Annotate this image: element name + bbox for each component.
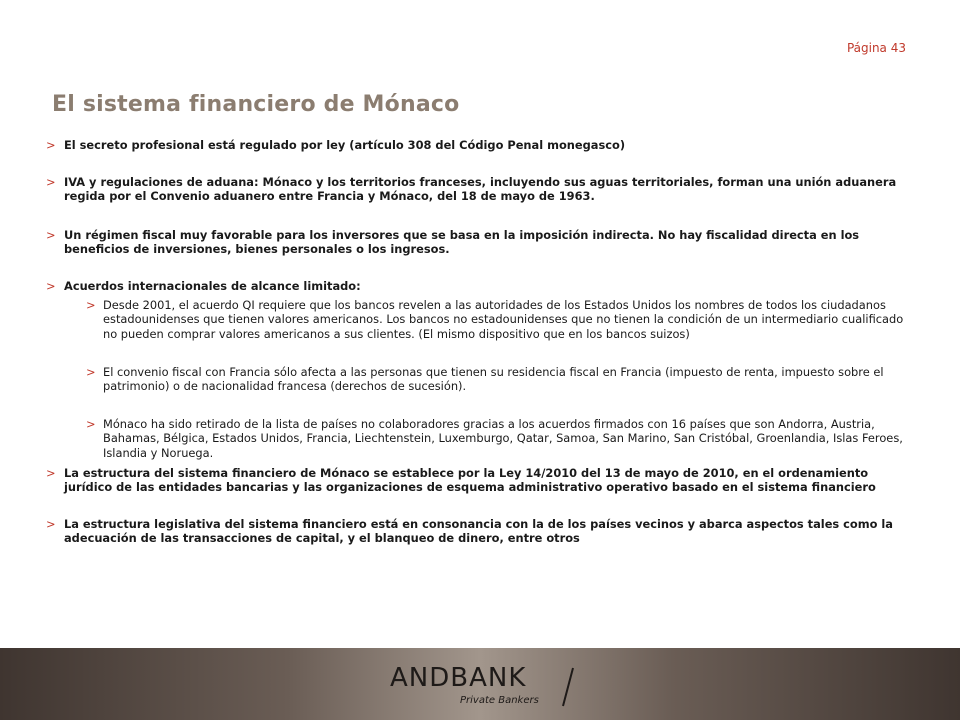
content-body	[46, 138, 916, 546]
page-number: Página 43	[846, 41, 906, 55]
logo-tagline: Private Bankers	[460, 695, 539, 706]
sub-bullet-convenio-francia	[86, 365, 916, 393]
sub-bullet-marker: >	[86, 364, 96, 379]
bullet-marker: >	[46, 175, 56, 190]
bullet-text: Un régimen fiscal muy favorable para los inversores que se basa en la imposición indirecta. No hay fiscalidad directa en los beneficios de inversiones, bienes personales o los ingresos.	[64, 227, 860, 256]
bullet-secreto-profesional	[46, 138, 916, 152]
slash-mark-icon	[560, 667, 576, 707]
bullet-text: La estructura legislativa del sistema financiero está en consonancia con la de los países vecinos y abarca aspectos tales como la adecuación de las transacciones de capital, y el blanqueo de dinero, entre otros	[64, 517, 893, 546]
bullet-estructura-ley	[46, 466, 916, 494]
sub-bullet-lista-paises	[86, 417, 916, 460]
bullet-text: La estructura del sistema financiero de Mónaco se establece por la Ley 14/2010 del 13 de mayo de 2010, en el ordenamiento jurídico de las entidades bancarias y las organizaciones de esquema administrativo operativo basado en el sistema financiero	[64, 465, 876, 495]
bullet-text: IVA y regulaciones de aduana: Mónaco y los territorios franceses, incluyendo sus aguas territoriales, forman una unión aduanera regida por el Convenio aduanero entre Francia y Mónaco, del 18 de mayo de 1963.	[64, 175, 897, 204]
andbank-logo	[390, 663, 590, 711]
bullet-text: El secreto profesional está regulado por ley (artículo 308 del Código Penal monegasco)	[64, 138, 626, 152]
sub-bullet-text: El convenio fiscal con Francia sólo afecta a las personas que tienen su residencia fiscal en Francia (impuesto de renta, impuesto sobre el patrimonio) o de nacionalidad francesa (derechos de sucesión).	[103, 364, 884, 394]
bullet-marker: >	[46, 227, 56, 242]
sub-bullet-acuerdo-qi	[86, 298, 916, 341]
bullet-iva-aduana	[46, 175, 916, 203]
page-title: El sistema financiero de Mónaco	[52, 92, 460, 117]
sub-bullet-marker: >	[86, 298, 96, 313]
bullet-regimen-fiscal	[46, 228, 916, 256]
bullet-marker: >	[46, 465, 56, 480]
bullet-acuerdos-internacionales	[46, 279, 916, 293]
bullet-estructura-legislativa	[46, 517, 916, 545]
bullet-marker: >	[46, 138, 56, 152]
sub-bullet-text: Desde 2001, el acuerdo QI requiere que los bancos revelen a las autoridades de los Estados Unidos los nombres de todos los ciudadanos estadounidenses que tienen valores americanos. Los bancos no estadounidenses que no tienen la condición de un intermediario cualificado no pueden comprar valores americanos a sus clientes. (El mismo dispositivo que en los bancos suizos)	[103, 298, 904, 341]
bullet-marker: >	[46, 279, 56, 294]
bullet-marker: >	[46, 517, 56, 532]
logo-name: ANDBANK	[390, 663, 527, 693]
bullet-text: Acuerdos internacionales de alcance limitado:	[64, 279, 361, 294]
sub-bullet-text: Mónaco ha sido retirado de la lista de países no colaboradores gracias a los acuerdos firmados con 16 países que son Andorra, Austria, Bahamas, Bélgica, Estados Unidos, Francia, Liechtenstein, Luxemburgo, Qatar, Samoa, San Marino, San Cristóbal, Groenlandia, Islas Feroes, Islandia y Noruega.	[103, 417, 903, 460]
sub-bullet-marker: >	[86, 417, 96, 432]
